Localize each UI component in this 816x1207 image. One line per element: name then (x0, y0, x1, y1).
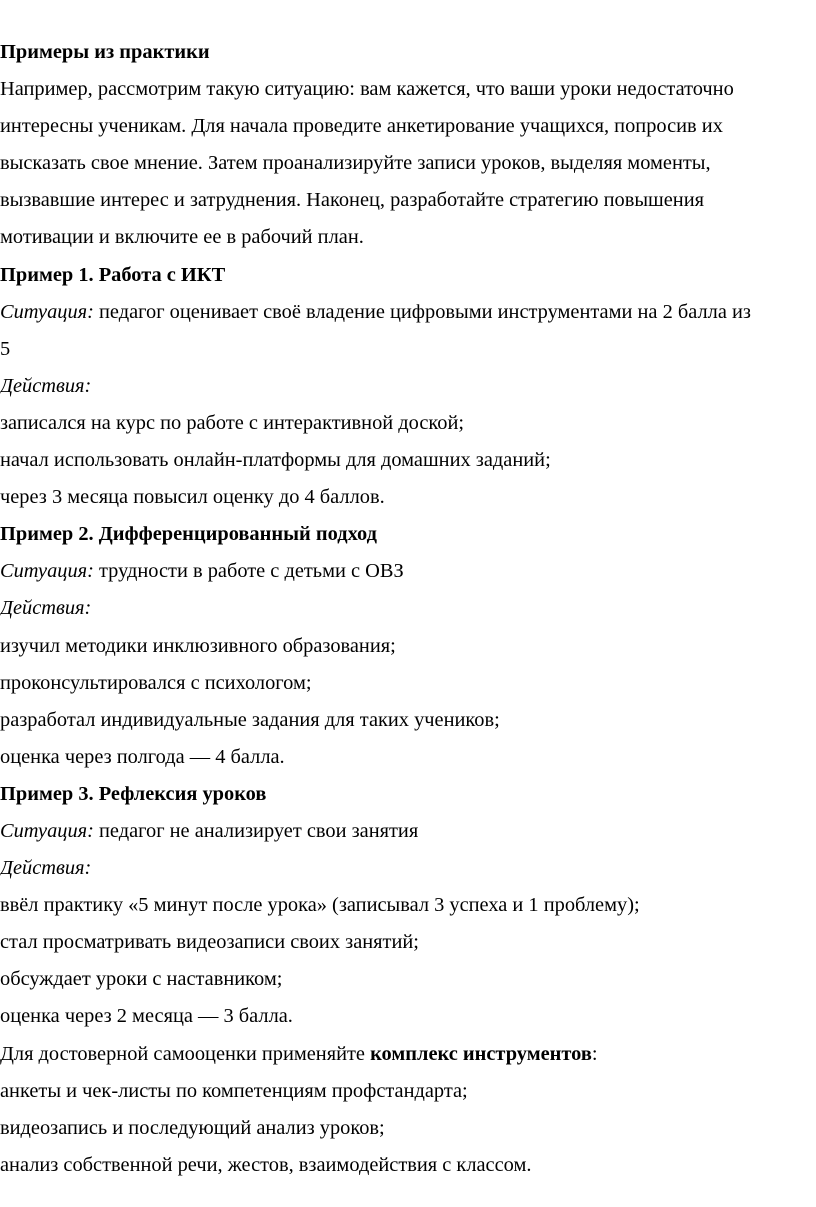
example3-action-1: ввёл практику «5 минут после урока» (записывал 3 успеха и 1 проблему); (0, 894, 640, 917)
example1-action-2: начал использовать онлайн-платформы для домашних заданий; (0, 449, 551, 472)
heading-practice-examples: Примеры из практики (0, 41, 210, 63)
example2-action-1: изучил методики инклюзивного образования; (0, 634, 396, 657)
intro-line-3: высказать свое мнение. Затем проанализируйте записи уроков, выделяя моменты, (0, 152, 711, 175)
intro-line-1: Например, рассмотрим такую ситуацию: вам кажется, что ваши уроки недостаточно (0, 78, 734, 101)
example2-title: Пример 2. Дифференцированный подход (0, 523, 377, 546)
intro-line-4: вызвавшие интерес и затруднения. Наконец, разработайте стратегию повышения (0, 189, 705, 212)
example3-actions-label: Действия: (0, 857, 92, 880)
intro-line-2: интересны ученикам. Для начала проведите анкетирование учащихся, попросив их (0, 115, 723, 138)
example2-situation-label: Ситуация: (0, 560, 94, 583)
conclusion-item-1: анкеты и чек-листы по компетенциям профстандарта; (0, 1079, 468, 1102)
example3-action-3: обсуждает уроки с наставником; (0, 968, 283, 991)
example2-action-2: проконсультировался с психологом; (0, 671, 312, 694)
conclusion-sentence (0, 1036, 816, 1073)
conclusion-prefix: Для достоверной самооценки применяйте (0, 1042, 371, 1065)
conclusion-item-3: анализ собственной речи, жестов, взаимодействия с классом. (0, 1153, 532, 1176)
example3-situation-label: Ситуация: (0, 819, 94, 842)
example2-situation-text: трудности в работе с детьми с ОВЗ (93, 560, 404, 583)
example1-action-3: через 3 месяца повысил оценку до 4 баллов. (0, 486, 385, 509)
example2-situation (0, 553, 816, 590)
example1-title: Пример 1. Работа с ИКТ (0, 263, 226, 286)
example3-title: Пример 3. Рефлексия уроков (0, 782, 267, 805)
conclusion-emphasis: комплекс инструментов (370, 1042, 592, 1065)
example3-action-4: оценка через 2 месяца — 3 балла. (0, 1005, 293, 1028)
example1-situation-text: педагог оценивает своё владение цифровыми инструментами на 2 балла из (93, 300, 751, 323)
example3-situation (0, 813, 816, 850)
example2-action-4: оценка через полгода — 4 балла. (0, 745, 285, 768)
example1-action-1: записался на курс по работе с интерактивной доской; (0, 411, 465, 434)
intro-line-5: мотивации и включите ее в рабочий план. (0, 226, 364, 249)
conclusion-suffix: : (591, 1042, 598, 1065)
example2-action-3: разработал индивидуальные задания для таких учеников; (0, 708, 500, 731)
example2-actions-label: Действия: (0, 597, 92, 620)
conclusion-item-2: видеозапись и последующий анализ уроков; (0, 1116, 385, 1139)
example1-situation-label: Ситуация: (0, 300, 94, 323)
example3-situation-text: педагог не анализирует свои занятия (93, 819, 419, 842)
example1-situation (0, 294, 816, 331)
example3-action-2: стал просматривать видеозаписи своих занятий; (0, 931, 419, 954)
example1-actions-label: Действия: (0, 374, 92, 397)
example1-situation-continued: 5 (0, 337, 11, 360)
